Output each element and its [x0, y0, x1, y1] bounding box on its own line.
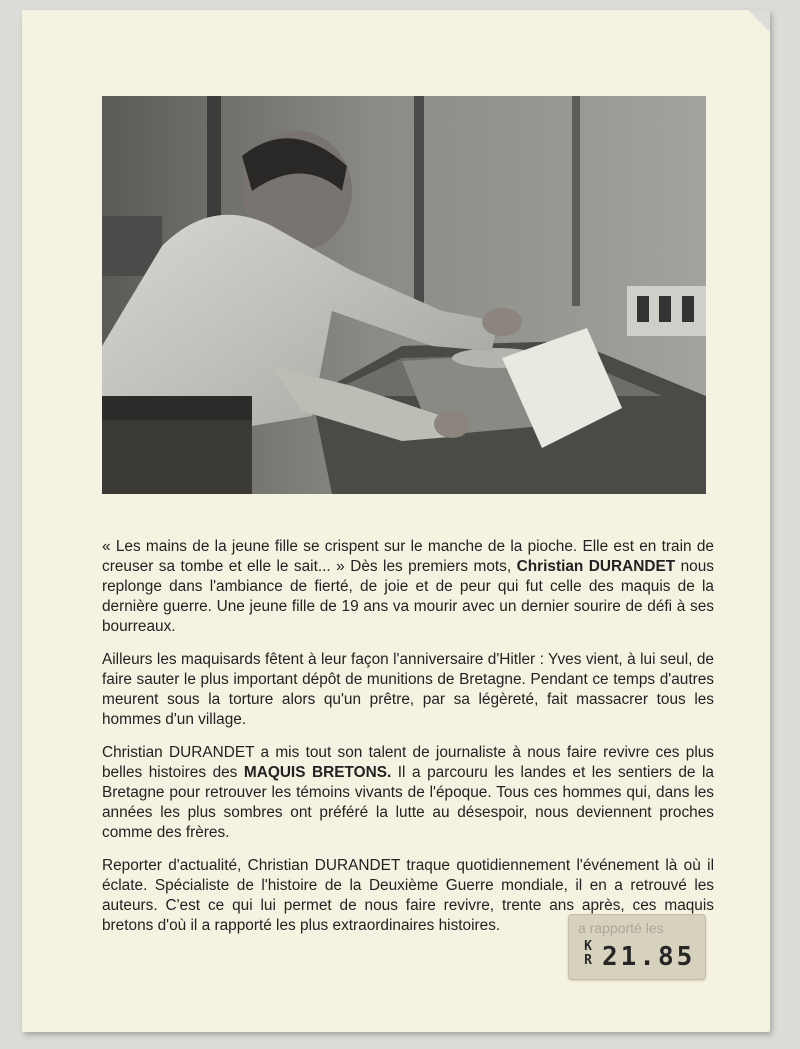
blurb-paragraph — [102, 537, 714, 637]
blurb-text-span: « Les mains de la jeune fille se crispent sur le manche de la pioche. Elle est en train de creuser sa tombe et elle le sait... » Dès les premiers mots, — [102, 538, 714, 575]
sticker-code-letter: K — [584, 939, 592, 954]
blurb-text — [102, 537, 714, 949]
blurb-text-span: Ailleurs les maquisards fêtent à leur façon l'anniversaire d'Hitler : Yves vient, à lui seul, de faire sauter le plus important dépôt de munitions de Bretagne. Pendant ce temps d'autres meurent sous la torture alors qu'un prêtre, par sa légèreté, fait massacrer tous les hommes d'un village. — [102, 651, 714, 728]
torn-corner — [748, 10, 770, 32]
blurb-text-span: Reporter d'actualité, Christian DURANDET traque quotidiennement l'événement là où il éclate. Spécialiste de l'histoire de la Deuxième Guerre mondiale, il en a retrouvé les auteurs. C'est ce qui lui permet de nous faire revivre, trente ans après, ces maquis bretons d'où il a rapporté les plus extraordinaires histoires. — [102, 857, 714, 934]
author-name-bold: Christian DURANDET — [516, 558, 676, 575]
blurb-text-span: nous replonge dans l'ambiance de fierté, de joie et de peur qui fut celle des maquis de la dernière guerre. Une jeune fille de 19 ans va mourir avec un dernier sourire de défi à ses bourreaux. — [102, 558, 714, 635]
author-photo — [102, 96, 706, 494]
sticker-obscured-text: a rapporté les — [578, 920, 664, 936]
back-cover — [22, 10, 770, 1032]
price-sticker — [568, 914, 706, 980]
blurb-text-span: Il a parcouru les landes et les sentiers de la Bretagne pour retrouver les témoins vivants de l'époque. Tous ces hommes qui, dans les années les plus sombres ont préféré la lutte au désespoir, nous deviennent proches comme des frères. — [102, 764, 714, 841]
blurb-paragraph — [102, 650, 714, 730]
book-title-bold: MAQUIS BRETONS. — [243, 764, 392, 781]
sticker-code — [580, 940, 596, 968]
sticker-code-letter: R — [584, 953, 592, 968]
sticker-price: 21.85 — [602, 942, 696, 972]
blurb-text-span: Christian DURANDET a mis tout son talent de journaliste à nous faire revivre ces plus belles histoires des — [102, 744, 714, 781]
blurb-paragraph — [102, 743, 714, 843]
author-photo-illustration — [102, 96, 706, 494]
